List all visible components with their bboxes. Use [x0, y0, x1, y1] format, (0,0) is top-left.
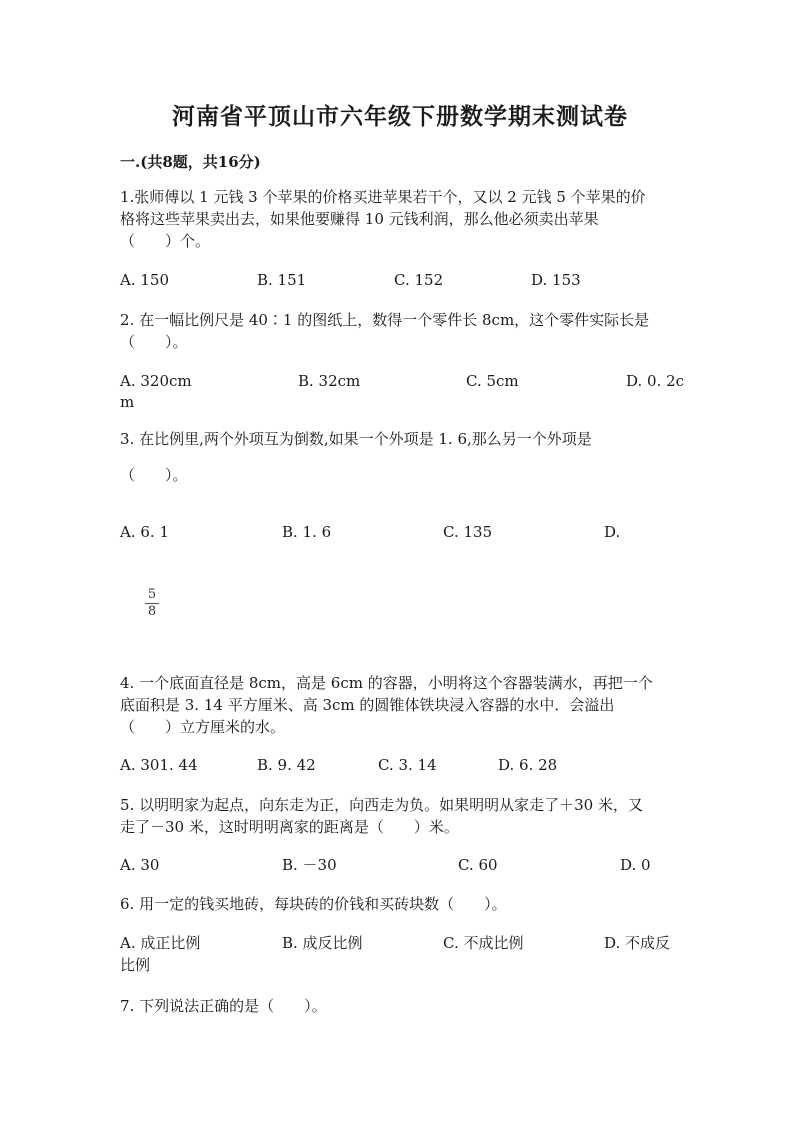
option-a[interactable]: A. 成正比例 — [120, 934, 201, 952]
option-b[interactable]: B. 成反比例 — [282, 934, 363, 952]
option-c[interactable]: C. 不成比例 — [443, 934, 524, 952]
question-line: 5. 以明明家为起点，向东走为正，向西走为负。如果明明从家走了＋30 米，又 — [120, 796, 643, 814]
option-a[interactable]: A. 150 — [120, 271, 169, 289]
question-line: 3. 在比例里,两个外项互为倒数,如果一个外项是 1. 6,那么另一个外项是 — [120, 430, 592, 448]
question-6 — [120, 893, 680, 915]
question-line: 6. 用一定的钱买地砖，每块砖的价钱和买砖块数（ ）。 — [120, 895, 507, 913]
option-a[interactable]: A. 320cm — [120, 372, 192, 390]
question-line: 4. 一个底面直径是 8cm，高是 6cm 的容器，小明将这个容器装满水，再把一个 — [120, 674, 653, 692]
question-line: （ ）立方厘米的水。 — [120, 718, 286, 736]
question-5 — [120, 794, 680, 838]
option-c[interactable]: C. 3. 14 — [378, 756, 437, 774]
option-d[interactable]: D. 不成反 — [604, 934, 671, 952]
question-line: 1.张师傅以 1 元钱 3 个苹果的价格买进苹果若干个，又以 2 元钱 5 个苹果的价 — [120, 188, 646, 206]
fraction-five-eighths — [145, 588, 159, 619]
option-c[interactable]: C. 60 — [458, 856, 498, 874]
option-d[interactable]: D. — [604, 523, 621, 541]
question-line: （ ）。 — [120, 333, 188, 351]
question-7 — [120, 995, 680, 1017]
option-d[interactable]: D. 153 — [531, 271, 581, 289]
page-title: 河南省平顶山市六年级下册数学期末测试卷 — [172, 103, 628, 130]
question-3 — [120, 428, 680, 486]
question-line: 7. 下列说法正确的是（ ）。 — [120, 997, 327, 1015]
option-b[interactable]: B. 9. 42 — [257, 756, 316, 774]
option-b[interactable]: B. 32cm — [298, 372, 361, 390]
question-line: 走了－30 米，这时明明离家的距离是（ ）米。 — [120, 818, 459, 836]
option-b[interactable]: B. 1. 6 — [282, 523, 332, 541]
option-c[interactable]: C. 5cm — [466, 372, 519, 390]
option-b[interactable]: B. －30 — [282, 856, 337, 874]
section-heading: 一.(共8题，共16分) — [120, 153, 261, 171]
option-d[interactable]: D. 0. 2c — [626, 372, 685, 390]
question-line: （ ）。 — [120, 466, 188, 484]
option-d[interactable]: D. 6. 28 — [498, 756, 558, 774]
question-2 — [120, 309, 680, 353]
question-line: （ ）个。 — [120, 232, 211, 250]
option-continuation: m — [120, 393, 135, 411]
question-line: 2. 在一幅比例尺是 40∶1 的图纸上，数得一个零件长 8cm，这个零件实际长是 — [120, 311, 650, 329]
option-a[interactable]: A. 301. 44 — [120, 756, 198, 774]
option-a[interactable]: A. 30 — [120, 856, 160, 874]
question-line: 格将这些苹果卖出去，如果他要赚得 10 元钱利润，那么他必须卖出苹果 — [120, 210, 599, 228]
option-b[interactable]: B. 151 — [257, 271, 307, 289]
question-4 — [120, 672, 680, 738]
fraction-denominator: 8 — [147, 604, 157, 619]
question-1 — [120, 186, 680, 252]
fraction-numerator: 5 — [147, 587, 157, 602]
option-a[interactable]: A. 6. 1 — [120, 523, 169, 541]
option-continuation: 比例 — [120, 956, 151, 974]
question-line: 底面积是 3. 14 平方厘米、高 3cm 的圆锥体铁块浸入容器的水中．会溢出 — [120, 696, 615, 714]
option-c[interactable]: C. 135 — [443, 523, 493, 541]
option-d[interactable]: D. 0 — [620, 856, 651, 874]
option-c[interactable]: C. 152 — [394, 271, 444, 289]
